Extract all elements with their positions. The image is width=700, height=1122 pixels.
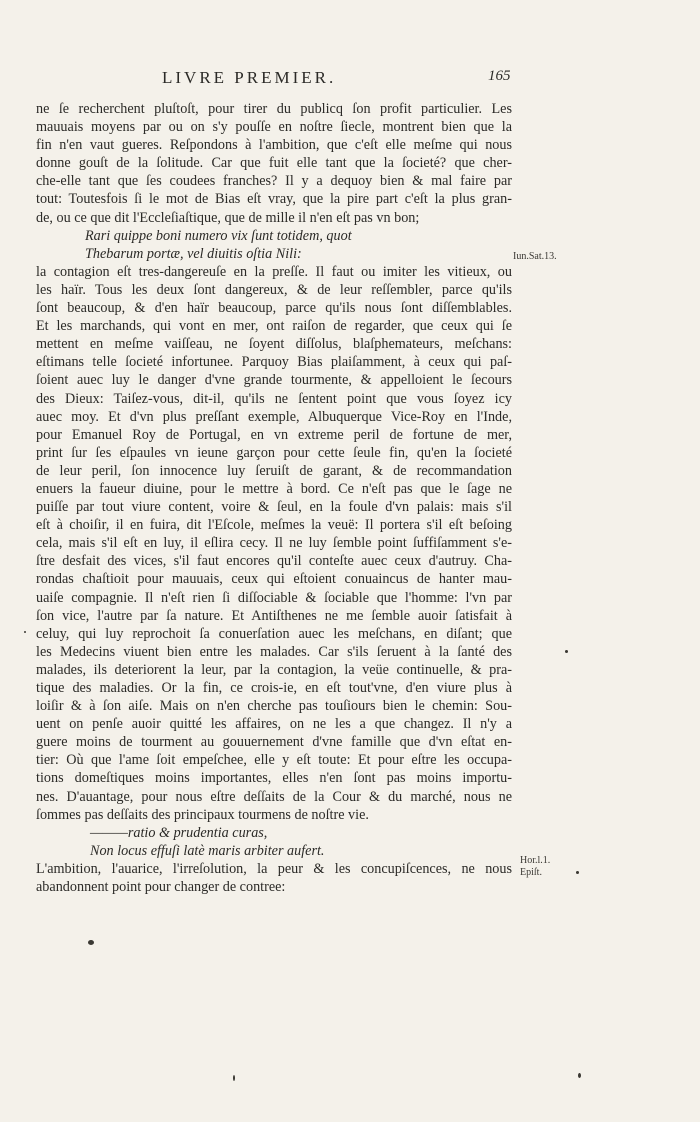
text-line: malades, ils deteriorent la leur, par la contagion, la veüe continuelle, & pra- [36, 661, 512, 678]
text-line: print ſur ſes eſpaules vn ieune garçon pour cette ſeule fin, qu'en la ſocieté [36, 444, 512, 461]
ink-speck [576, 871, 579, 874]
ink-speck [233, 1075, 235, 1081]
ink-speck [24, 631, 26, 633]
ink-speck [88, 940, 94, 945]
text-line: guere moins de tourment au gouuernement d'vne famille que d'vn eſtat en- [36, 734, 512, 751]
text-line: celuy, qui luy reprochoit ſa conuerſation auec les meſchans, en diſant; que [36, 625, 512, 642]
text-line: fin n'en vaut gueres. Reſpondons à l'ambition, que c'eſt elle meſme qui nous [36, 137, 512, 154]
margin-note-horace [520, 855, 550, 879]
text-line: eſt à choiſir, il en fuira, dit l'Eſcole, meſmes la veuë: Il portera s'il eſt beſoing [36, 517, 512, 534]
margin-note-juvenal [513, 251, 557, 263]
ink-speck [565, 650, 568, 653]
text-line: tions domeſtiques moins importantes, elles n'en ſont pas moins importu- [36, 770, 512, 787]
text-line: cela, mais s'il eſt en luy, il eſlira cecy. Il ne luy ſemble point ſuffiſamment s'e- [36, 535, 512, 552]
text-line: ſon vice, l'autre par ſa nature. Et Antiſthenes ne me ſemble auoir ſatisfait à [36, 607, 512, 624]
text-line: mettent en meſme vaiſſeau, ne ſoyent diſſolus, blaſphemateurs, meſchans: [36, 336, 512, 353]
body-text [36, 100, 512, 896]
latin-verse-line: Non locus effuſi latè maris arbiter aufert. [90, 842, 325, 859]
text-line: uent on penſe auoir quitté les affaires, on ne les a que changez. Il n'y a [36, 716, 512, 733]
margin-note-text: Epiſt. [520, 867, 542, 878]
latin-verse-line: Thebarum portæ, vel diuitis oſtia Nili: [85, 245, 302, 262]
text-line: mauuais moyens par ou on s'y pouſſe en noſtre ſiecle, montrent bien que la [36, 119, 512, 136]
text-line: loiſir & à ſon aiſe. Mais on n'en cherche pas touſiours bien le chemin: Sou- [36, 698, 512, 715]
text-line: ſtre desfait des vices, s'il faut encores qu'il conteſte auec ceux d'autruy. Cha- [36, 553, 512, 570]
text-line: enuers la faueur diuine, pour le mettre à bord. Ce n'eſt pas que le ſage ne [36, 480, 512, 497]
page-header [0, 68, 700, 90]
text-line: auec moy. Et d'vn plus preſſant exemple, Albuquerque Vice-Roy en l'Inde, [36, 408, 512, 425]
text-line: donne gouſt de la ſolitude. Car que fuit elle tant que la ſocieté? que cher- [36, 155, 512, 172]
latin-verse-line: ———ratio & prudentia curas, [90, 824, 268, 841]
ink-speck [578, 1073, 581, 1078]
text-line: de, ou ce que dit l'Eccleſiaſtique, que de mille il n'en eſt pas vn bon; [36, 209, 420, 226]
text-line: la contagion eſt tres-dangereuſe en la preſſe. Il faut ou imiter les vitieux, ou [36, 263, 512, 280]
latin-verse-line: Rari quippe boni numero vix ſunt totidem, quot [85, 227, 352, 244]
text-line: tout: Toutesfois ſi le mot de Bias eſt vray, que la pire part c'eſt la plus gran- [36, 191, 512, 208]
text-line: L'ambition, l'auarice, l'irreſolution, la peur & les concupiſcences, ne nous [36, 860, 512, 877]
text-line: les haïr. Tous les deux ſont dangereux, & de leur reſſembler, parce qu'ils [36, 281, 512, 298]
text-line: ſoient auec luy le danger d'vne grande tourmente, & appelloient le ſecours [36, 372, 512, 389]
text-line: pour Emanuel Roy de Portugal, en vn extreme peril de fortune de mer, [36, 426, 512, 443]
page-number: 165 [488, 68, 511, 84]
text-line: Et les marchands, qui vont en mer, ont raiſon de regarder, que ceux qui ſe [36, 318, 512, 335]
text-line: uaiſe compagnie. Il n'eſt rien ſi diſſociable & ſociable que l'homme: l'vn par [36, 589, 512, 606]
running-title: LIVRE PREMIER. [162, 68, 337, 87]
text-line: ſont beaucoup, & d'en haïr beaucoup, parce qu'ils nous ſont diſſemblables. [36, 300, 512, 317]
margin-note-text: Hor.l.1. [520, 855, 551, 866]
margin-note-text: Iun.Sat.13. [513, 251, 557, 262]
text-line: ſommes pas deſſaits des principaux tourmens de noſtre vie. [36, 806, 369, 823]
text-line: les Medecins viuent bien entre les malades. Car s'ils ſeruent à la ſanté des [36, 643, 512, 660]
text-line: abandonnent point pour changer de contree: [36, 879, 286, 896]
text-line: che-elle tant que ſes coudees franches? Il y a dequoy bien & mal faire par [36, 173, 512, 190]
text-line: de leur peril, ſon innocence luy ſeruiſt de garant, & de recommandation [36, 462, 512, 479]
text-line: eſtimans telle ſocieté infortunee. Parquoy Bias plaiſamment, à ceux qui paſ- [36, 354, 512, 371]
text-line: tique des maladies. Or la fin, ce crois-ie, en eſt tout'vne, d'en viure plus à [36, 680, 512, 696]
text-line: nes. D'auantage, pour nous eſtre deſſaits de la Cour & du marché, nous ne [36, 788, 512, 805]
text-line: tier: Où que l'ame ſoit empeſchee, elle y eſt toute: Et pour eſtre les occupa- [36, 752, 512, 769]
text-line: puiſſe par tout viure content, voire & ſeul, en la foule d'vn palais: mais s'il [36, 499, 512, 516]
text-line: rondas chaſtioit pour mauuais, ceux qui eſtoient conuaincus de hanter mau- [36, 571, 512, 588]
text-line: ne ſe recherchent pluſtoſt, pour tirer du publicq ſon profit particulier. Les [36, 101, 512, 117]
text-line: des Dieux: Taiſez-vous, dit-il, qu'ils ne ſentent point que vous ſoyez icy [36, 390, 512, 407]
